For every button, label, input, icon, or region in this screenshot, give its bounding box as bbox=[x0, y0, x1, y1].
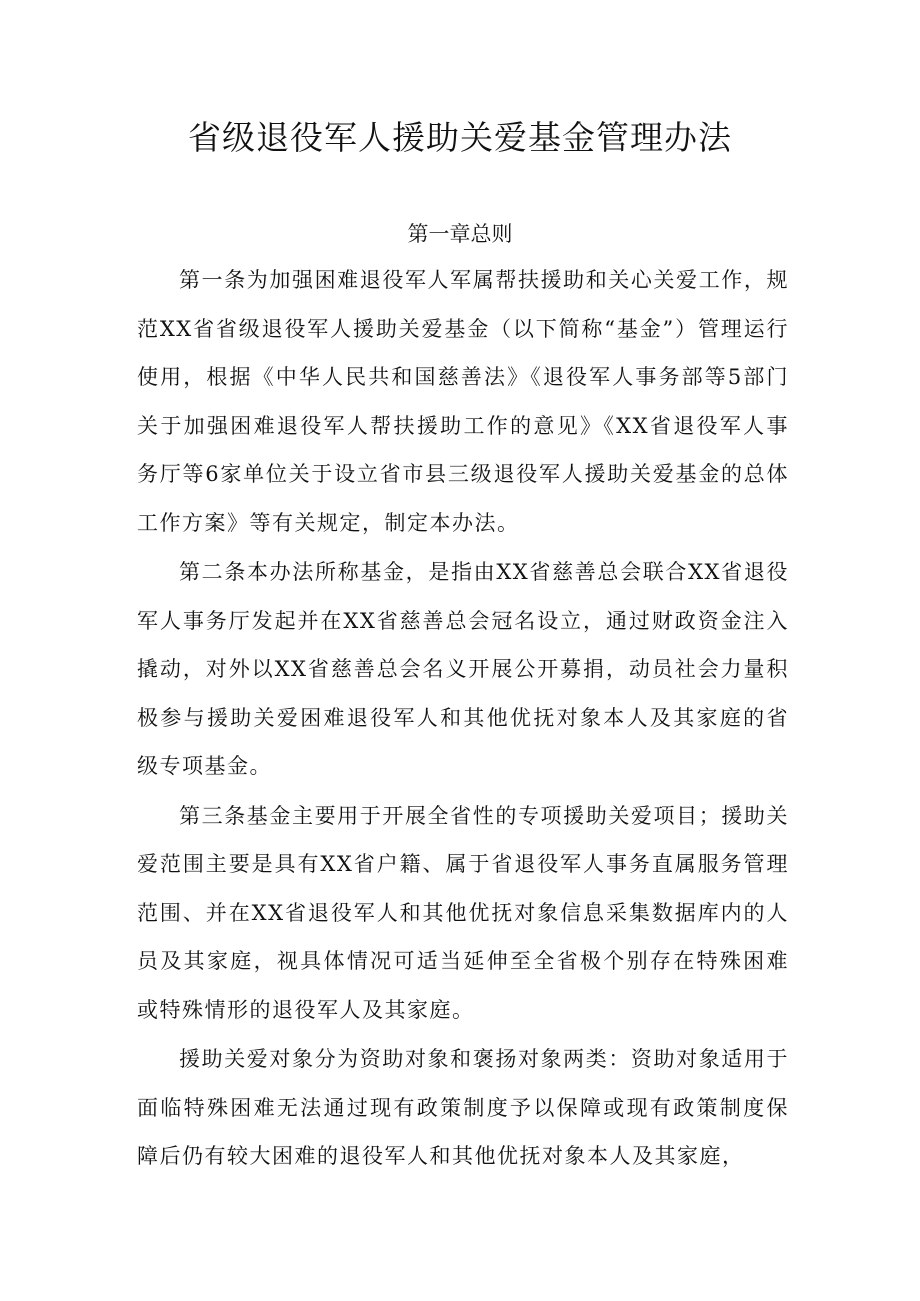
paragraph-article-1: 第一条为加强困难退役军人军属帮扶援助和关心关爱工作，规范XX省省级退役军人援助关爱基金（以下简称“基金”）管理运行使用，根据《中华人民共和国慈善法》《退役军人事务部等5部门关于加强困难退役军人帮扶援助工作的意见》《XX省退役军人事务厅等6家单位关于设立省市县三级退役军人援助关爱基金的总体工作方案》等有关规定，制定本办法。 bbox=[137, 268, 789, 535]
document-body bbox=[137, 256, 789, 1182]
paragraph-article-3: 第三条基金主要用于开展全省性的专项援助关爱项目；援助关爱范围主要是具有XX省户籍、属于省退役军人事务直属服务管理范围、并在XX省退役军人和其他优抚对象信息采集数据库内的人员及其家庭，视具体情况可适当延伸至全省极个别存在特殊困难或特殊情形的退役军人及其家庭。 bbox=[137, 803, 789, 1022]
paragraph-assistance-targets: 援助关爱对象分为资助对象和褒扬对象两类：资助对象适用于面临特殊困难无法通过现有政策制度予以保障或现有政策制度保障后仍有较大困难的退役军人和其他优抚对象本人及其家庭， bbox=[137, 1047, 789, 1168]
paragraph-article-2: 第二条本办法所称基金，是指由XX省慈善总会联合XX省退役军人事务厅发起并在XX省慈善总会冠名设立，通过财政资金注入撬动，对外以XX省慈善总会名义开展公开募捐，动员社会力量积极参与援助关爱困难退役军人和其他优抚对象本人及其家庭的省级专项基金。 bbox=[137, 560, 789, 778]
document-title: 省级退役军人援助关爱基金管理办法 bbox=[188, 118, 732, 157]
chapter-heading: 第一章总则 bbox=[407, 222, 513, 246]
